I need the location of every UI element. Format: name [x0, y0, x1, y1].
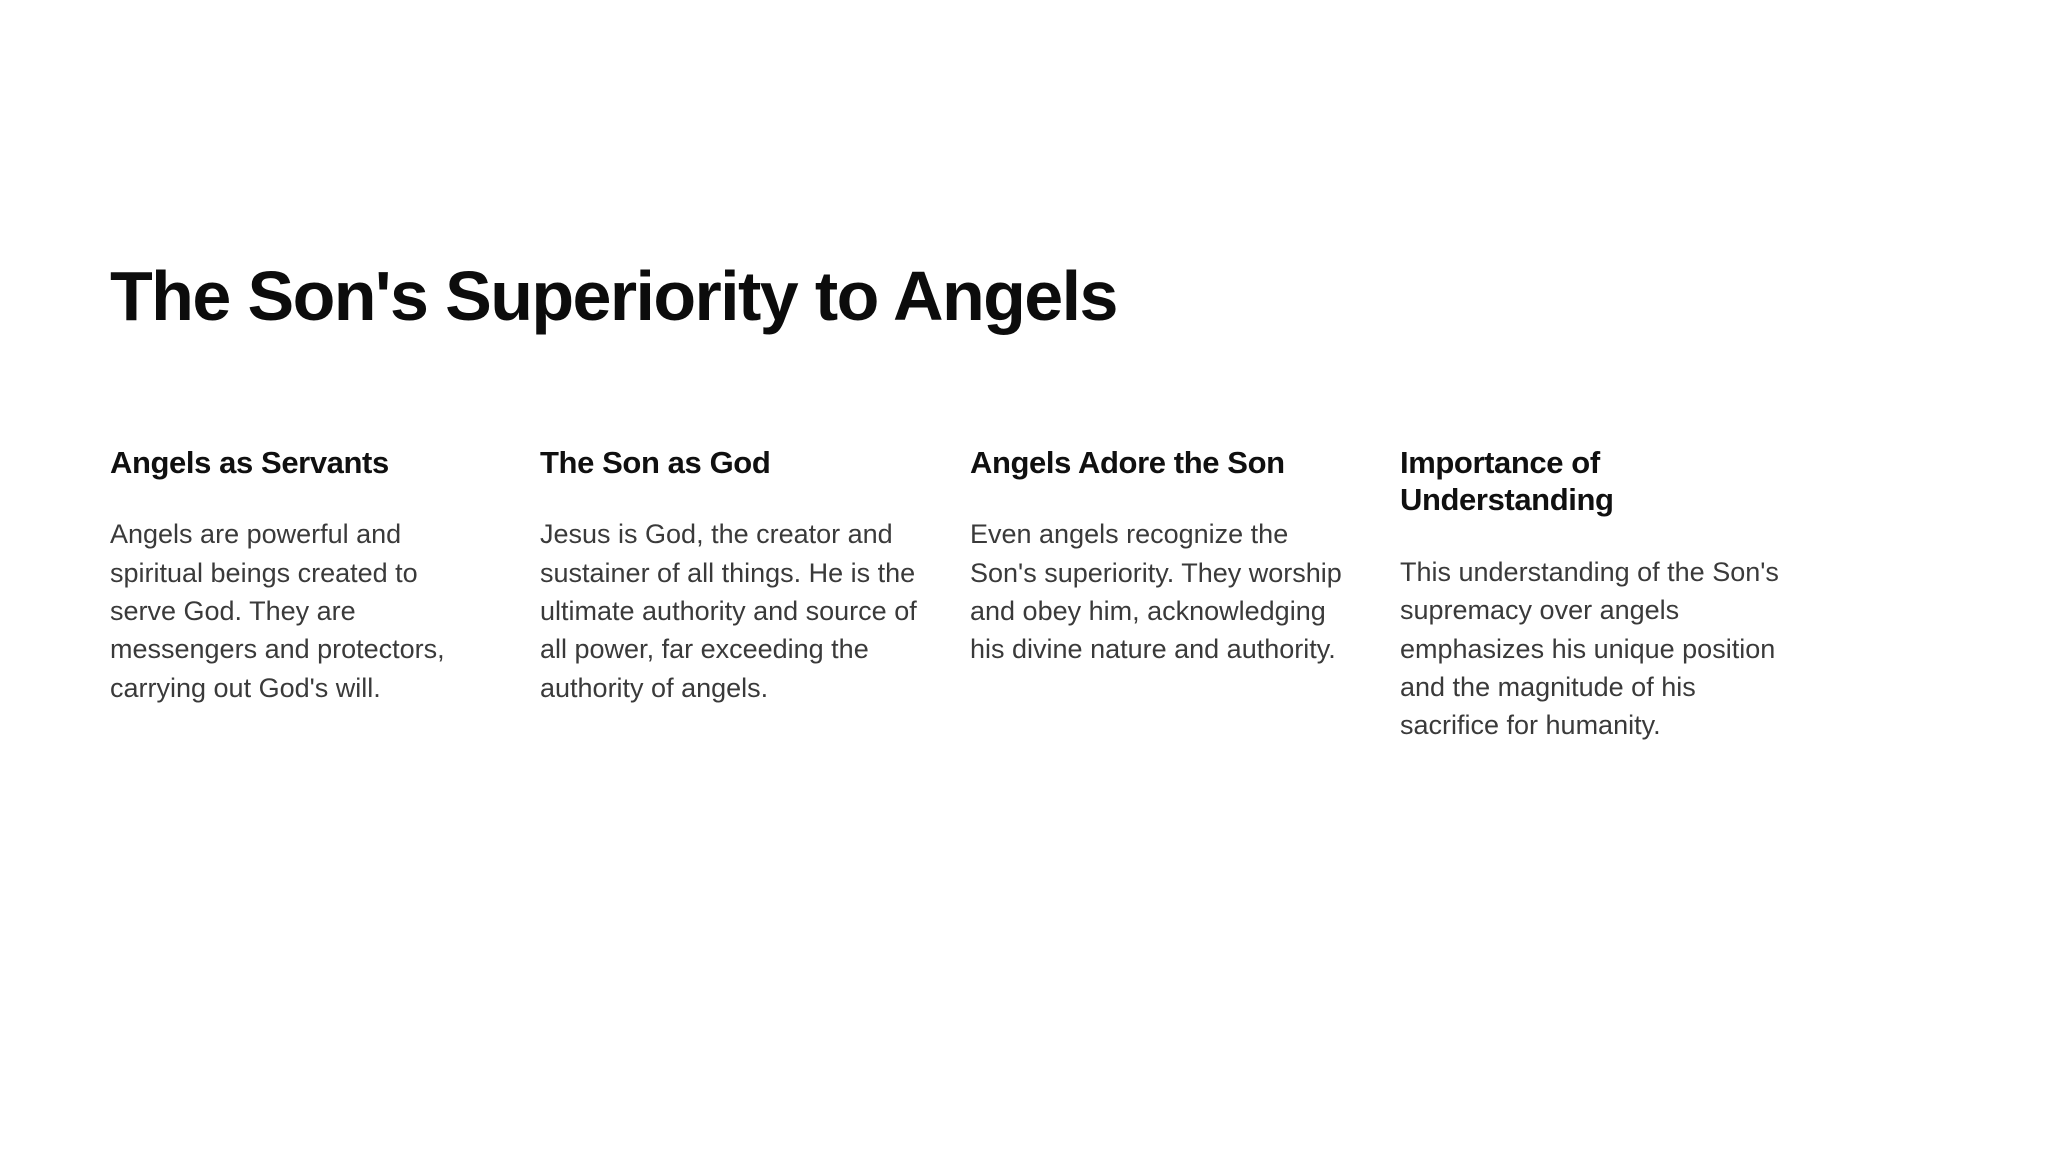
page-title: The Son's Superiority to Angels — [110, 257, 1117, 335]
column-heading: The Son as God — [540, 444, 771, 480]
column-list — [110, 444, 1938, 745]
column-item — [1400, 444, 1830, 745]
column-heading: Angels as Servants — [110, 444, 389, 480]
column-body: Angels are powerful and spiritual beings created to serve God. They are messengers and protectors, carrying out God's will. — [110, 519, 445, 703]
column-heading: Importance of Understanding — [1400, 444, 1614, 518]
column-body: Even angels recognize the Son's superiority. They worship and obey him, acknowledging his divine nature and authority. — [970, 519, 1342, 665]
column-item — [110, 444, 540, 707]
column-item — [970, 444, 1400, 669]
column-heading: Angels Adore the Son — [970, 444, 1285, 480]
column-item — [540, 444, 970, 707]
column-body: This understanding of the Son's supremacy over angels emphasizes his unique position and the magnitude of his sacrifice for humanity. — [1400, 557, 1779, 741]
column-body: Jesus is God, the creator and sustainer of all things. He is the ultimate authority and source of all power, far exceeding the authority of angels. — [540, 519, 917, 703]
